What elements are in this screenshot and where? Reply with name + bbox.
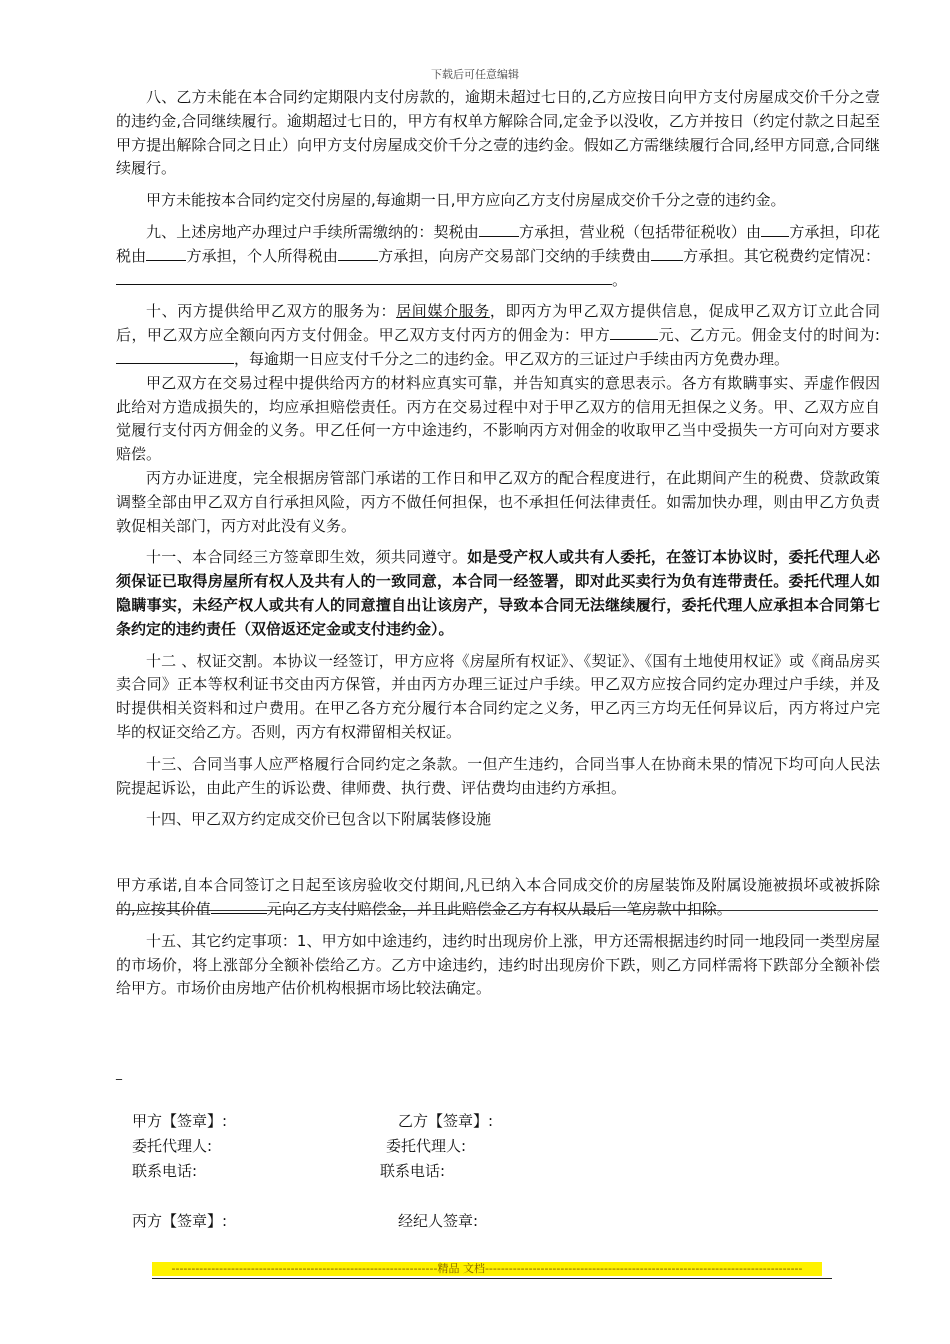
footer-dashes-left: ------------------------------------------------------------------- [171, 1262, 438, 1275]
clause-9-text: 。 [612, 270, 628, 289]
blank-field[interactable] [651, 245, 683, 261]
clause-9-text: 方承担。其它税费约定情况： [682, 246, 880, 265]
clause-14-text: 元向乙方支付赔偿金，并且此赔偿金乙方有权从最后一笔房款中扣除。 [266, 899, 732, 918]
party-b-agent-label: 委托代理人: [386, 1137, 467, 1155]
clause-11-paragraph [116, 546, 880, 641]
party-c-signature-label: 丙方【签章】: [132, 1212, 228, 1230]
clause-10-text: ，每逾期一日应支付千分之二的违约金。甲乙双方的三证过户手续由丙方免费办理。 [234, 349, 790, 368]
clause-10-materials-paragraph: 甲乙双方在交易过程中提供给丙方的材料应真实可靠，并告知真实的意思表示。各方有欺瞒事实、弄虚作假因此给对方造成损失的，均应承担赔偿责任。丙方在交易过程中对于甲乙双方的信用无担保之义务。甲、乙双方应自觉履行支付丙方佣金的义务。甲乙任何一方中途违约，不影响丙方对佣金的收取甲乙当中受损失一方可向对方要求赔偿。 [116, 373, 880, 464]
blank-field[interactable] [116, 269, 612, 285]
blank-field[interactable] [479, 221, 519, 237]
clause-9-paragraph [116, 221, 880, 292]
blank-field[interactable] [116, 348, 234, 364]
footer-label: 精品 文档 [437, 1262, 485, 1275]
party-b-signature-label: 乙方【签章】: [398, 1112, 494, 1130]
clause-10-text: 元、乙方 [658, 326, 721, 345]
facilities-rule [116, 910, 878, 911]
clause-9-text: 九、上述房地产办理过户手续所需缴纳的：契税由 [146, 222, 479, 241]
party-a-signature-label: 甲方【签章】: [132, 1112, 228, 1130]
clause-8-paragraph: 八、乙方未能在本合同约定期限内支付房款的，逾期未超过七日的,乙方应按日向甲方支付房屋成交价千分之壹的违约金,合同继续履行。逾期超过七日的，甲方有权单方解除合同,定金予以没收，乙方并按日（约定付款之日起至甲方提出解除合同之日止）向甲方支付房屋成交价千分之壹的违约金。假如乙方需继续履行合同,经甲方同意,合同继续履行。 [116, 88, 880, 178]
service-type: 居间媒介服务 [396, 302, 490, 321]
party-b-phone-label: 联系电话: [380, 1162, 446, 1180]
clause-10-progress-paragraph: 丙方办证进度，完全根据房管部门承诺的工作日和甲乙双方的配合程度进行，在此期间产生的税费、贷款政策调整全部由甲乙双方自行承担风险，丙方不做任何担保，也不承担任何法律责任。如需加快办理，则由甲乙方负责敦促相关部门，丙方对此没有义务。 [116, 468, 880, 535]
clause-11-bold-text: 如是受产权人或共有人委托，在签订本协议时，委托代理人必须保证已取得房屋所有权人及共有人的一致同意，本合同一经签署，即对此买卖行为负有连带责任。委托代理人如隐瞒事实，未经产权人或共有人的同意擅自出让该房产，导致本合同无法继续履行，委托代理人应承担本合同第七条约定的违约责任（双倍返还定金或支付违约金）。 [116, 548, 880, 638]
page-header: 下载后可任意编辑 [431, 68, 519, 81]
clause-14-text: 甲方承诺,自本合同签订之日起至该房验收交付期间,凡已纳入本合同成交价的房屋装饰及附属设施被损坏或被拆除的,应按其价值 [116, 876, 880, 918]
clause-9-text: 方承担，向房产交易部门交纳的手续费由 [378, 246, 651, 265]
contract-body [116, 86, 880, 1001]
blank-field[interactable] [338, 245, 378, 261]
clause-9-text: 方承担，营业税（包括带征税收）由 [518, 222, 762, 241]
stray-dash: _ [116, 1066, 122, 1080]
clause-10-text: ，即丙方为甲乙双方提供信息，促成甲乙双方订立此合同后，甲乙双方应全额向丙方支付佣金。甲乙双方支付丙方的佣金为：甲方 [116, 302, 880, 345]
clause-14-promise-paragraph [116, 874, 880, 922]
clause-13-paragraph: 十三、合同当事人应严格履行合同约定之条款。一但产生违约，合同当事人在协商未果的情况下均可向人民法院提起诉讼，由此产生的诉讼费、律师费、执行费、评估费均由违约方承担。 [116, 754, 880, 797]
blank-field[interactable] [610, 324, 658, 340]
footer-banner [152, 1262, 822, 1276]
clause-15-paragraph: 十五、其它约定事项：1、甲方如中途违约，违约时出现房价上涨，甲方还需根据违约时同一地段同一类型房屋的市场价，将上涨部分全额补偿给乙方。乙方中途违约，违约时出现房价下跌，则乙方同样需将下跌部分全额补偿给甲方。市场价由房地产估价机构根据市场比较法确定。 [116, 931, 880, 998]
blank-field[interactable] [146, 245, 186, 261]
clause-9-text: 方承担，印花税由 [116, 222, 880, 265]
blank-field[interactable] [761, 221, 789, 237]
footer-dashes-right: -------------------------------------------------------------------------------- [484, 1262, 803, 1275]
clause-10-text: 元。佣金支付的时间为: [720, 326, 880, 345]
clause-10-text: 十、丙方提供给甲乙双方的服务为： [146, 302, 397, 321]
clause-9-text: 方承担，个人所得税由 [186, 246, 339, 265]
footer-rule [152, 1278, 832, 1279]
clause-10-paragraph [116, 300, 880, 371]
clause-14-paragraph: 十四、甲乙双方约定成交价已包含以下附属装修设施 [146, 810, 492, 829]
clause-11-text: 十一、本合同经三方签章即生效，须共同遵守。 [146, 548, 468, 567]
facilities-blank [116, 832, 880, 874]
blank-field[interactable] [211, 898, 267, 914]
clause-8-seller-paragraph: 甲方未能按本合同约定交付房屋的,每逾期一日,甲方应向乙方支付房屋成交价千分之壹的违约金。 [146, 191, 786, 210]
broker-signature-label: 经纪人签章: [398, 1212, 479, 1230]
party-a-phone-label: 联系电话: [132, 1162, 198, 1180]
clause-12-paragraph: 十二 、权证交割。本协议一经签订，甲方应将《房屋所有权证》、《契证》、《国有土地使用权证》或《商品房买卖合同》正本等权利证书交由丙方保管，并由丙方办理三证过户手续。甲乙双方应按合同约定办理过户手续，并及时提供相关资料和过户费用。在甲乙各方充分履行本合同约定之义务，甲乙丙三方均无任何异议后，丙方将过户完毕的权证交给乙方。否则，丙方有权滞留相关权证。 [116, 651, 880, 741]
party-a-agent-label: 委托代理人: [132, 1137, 213, 1155]
